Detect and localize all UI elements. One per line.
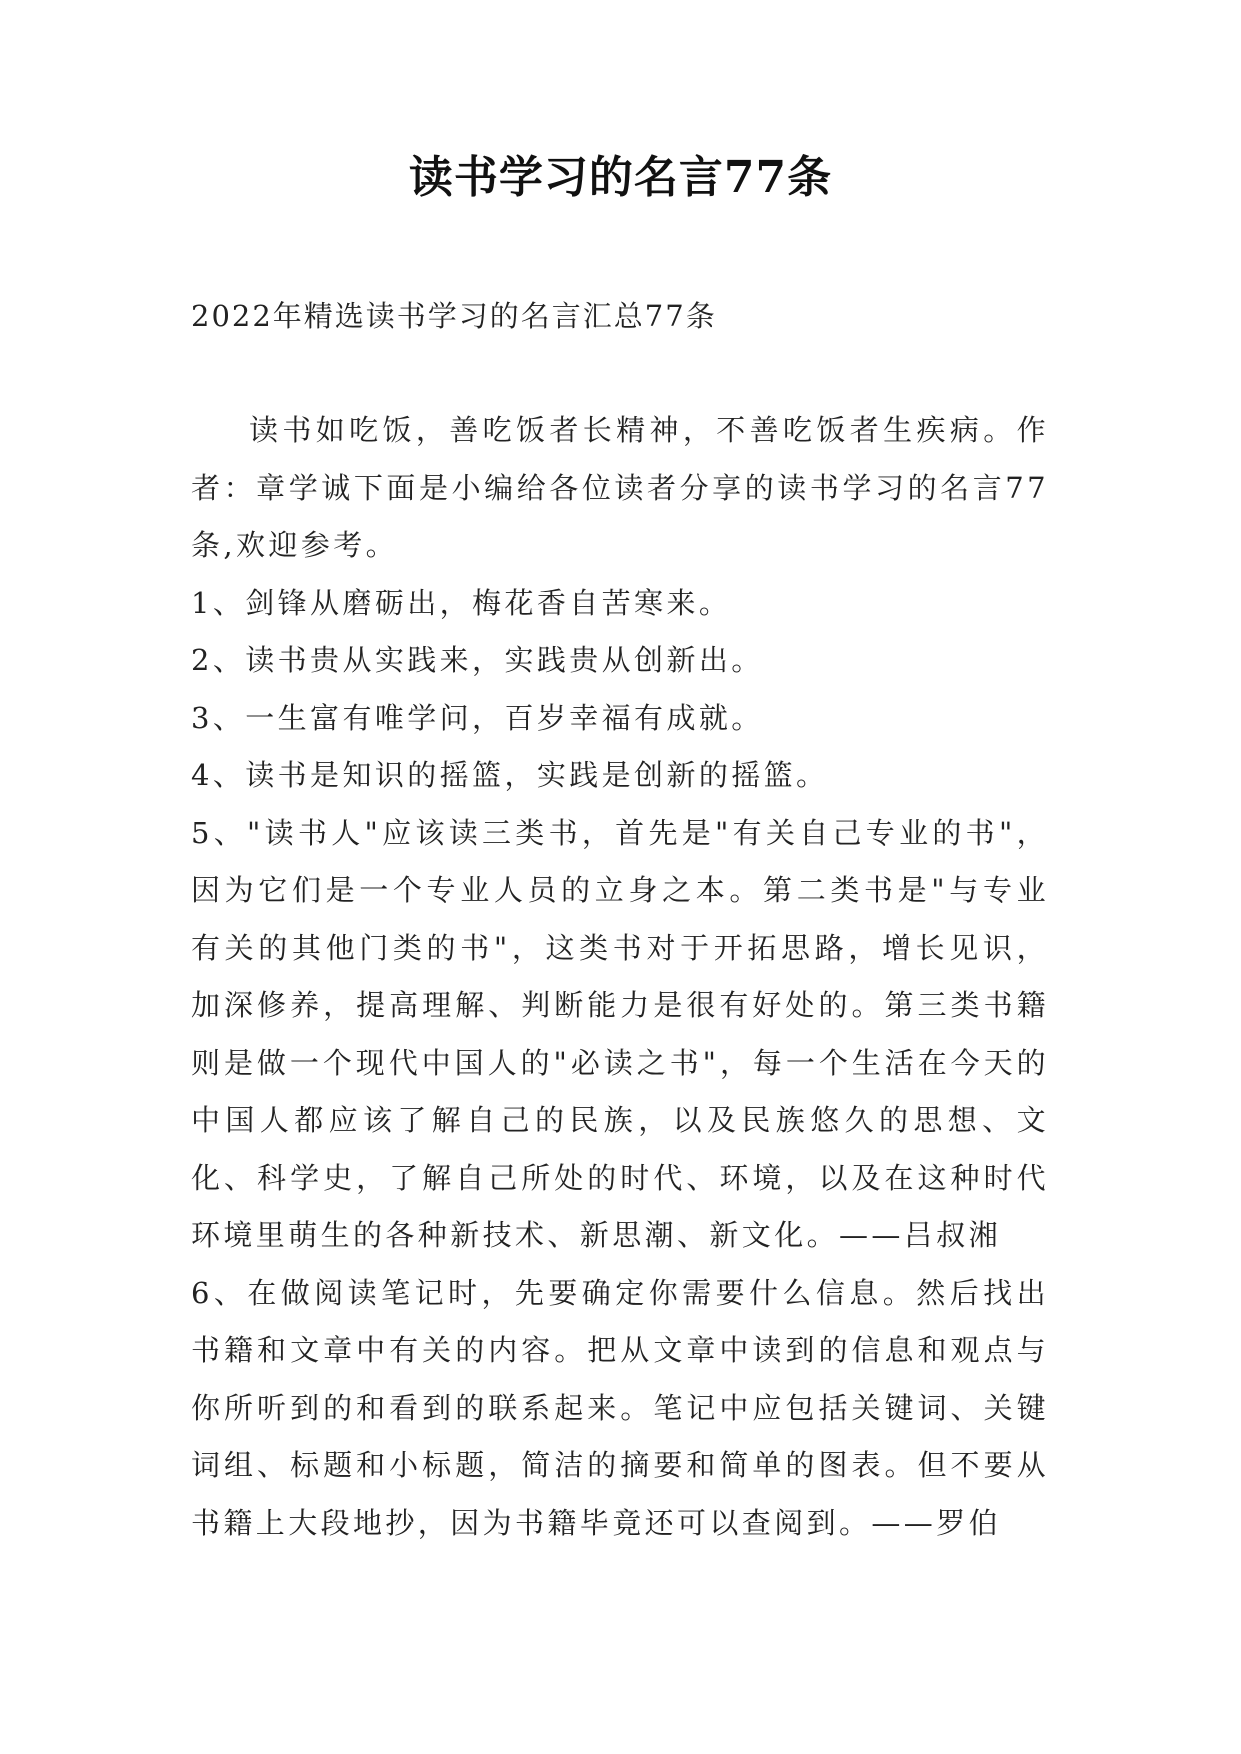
document-title: 读书学习的名言77条 xyxy=(408,152,833,203)
quote-item-1: 1、剑锋从磨砺出，梅花香自苦寒来。 xyxy=(191,585,732,620)
document-body xyxy=(191,402,1049,1552)
quote-item-5: 5、"读书人"应该读三类书，首先是"有关自己专业的书"，因为它们是一个专业人员的立身之本。第二类书是"与专业有关的其他门类的书"，这类书对于开拓思路，增长见识，加深修养，提高理解、判断能力是很有好处的。第三类书籍则是做一个现代中国人的"必读之书"，每一个生活在今天的中国人都应该了解自己的民族，以及民族悠久的思想、文化、科学史，了解自己所处的时代、环境，以及在这种时代环境里萌生的各种新技术、新思潮、新文化。——吕叔湘 xyxy=(191,815,1049,1252)
quote-item-6: 6、在做阅读笔记时，先要确定你需要什么信息。然后找出书籍和文章中有关的内容。把从文章中读到的信息和观点与你所听到的和看到的联系起来。笔记中应包括关键词、关键词组、标题和小标题，简洁的摘要和简单的图表。但不要从书籍上大段地抄，因为书籍毕竟还可以查阅到。——罗伯 xyxy=(191,1275,1049,1540)
quote-item-3: 3、一生富有唯学问，百岁幸福有成就。 xyxy=(191,700,764,735)
intro-paragraph: 读书如吃饭，善吃饭者长精神，不善吃饭者生疾病。作者：章学诚下面是小编给各位读者分享的读书学习的名言77条,欢迎参考。 xyxy=(191,413,1049,562)
document-subtitle: 2022年精选读书学习的名言汇总77条 xyxy=(191,299,717,333)
quote-item-4: 4、读书是知识的摇篮，实践是创新的摇篮。 xyxy=(191,758,829,792)
quote-item-2: 2、读书贵从实践来，实践贵从创新出。 xyxy=(191,643,764,677)
